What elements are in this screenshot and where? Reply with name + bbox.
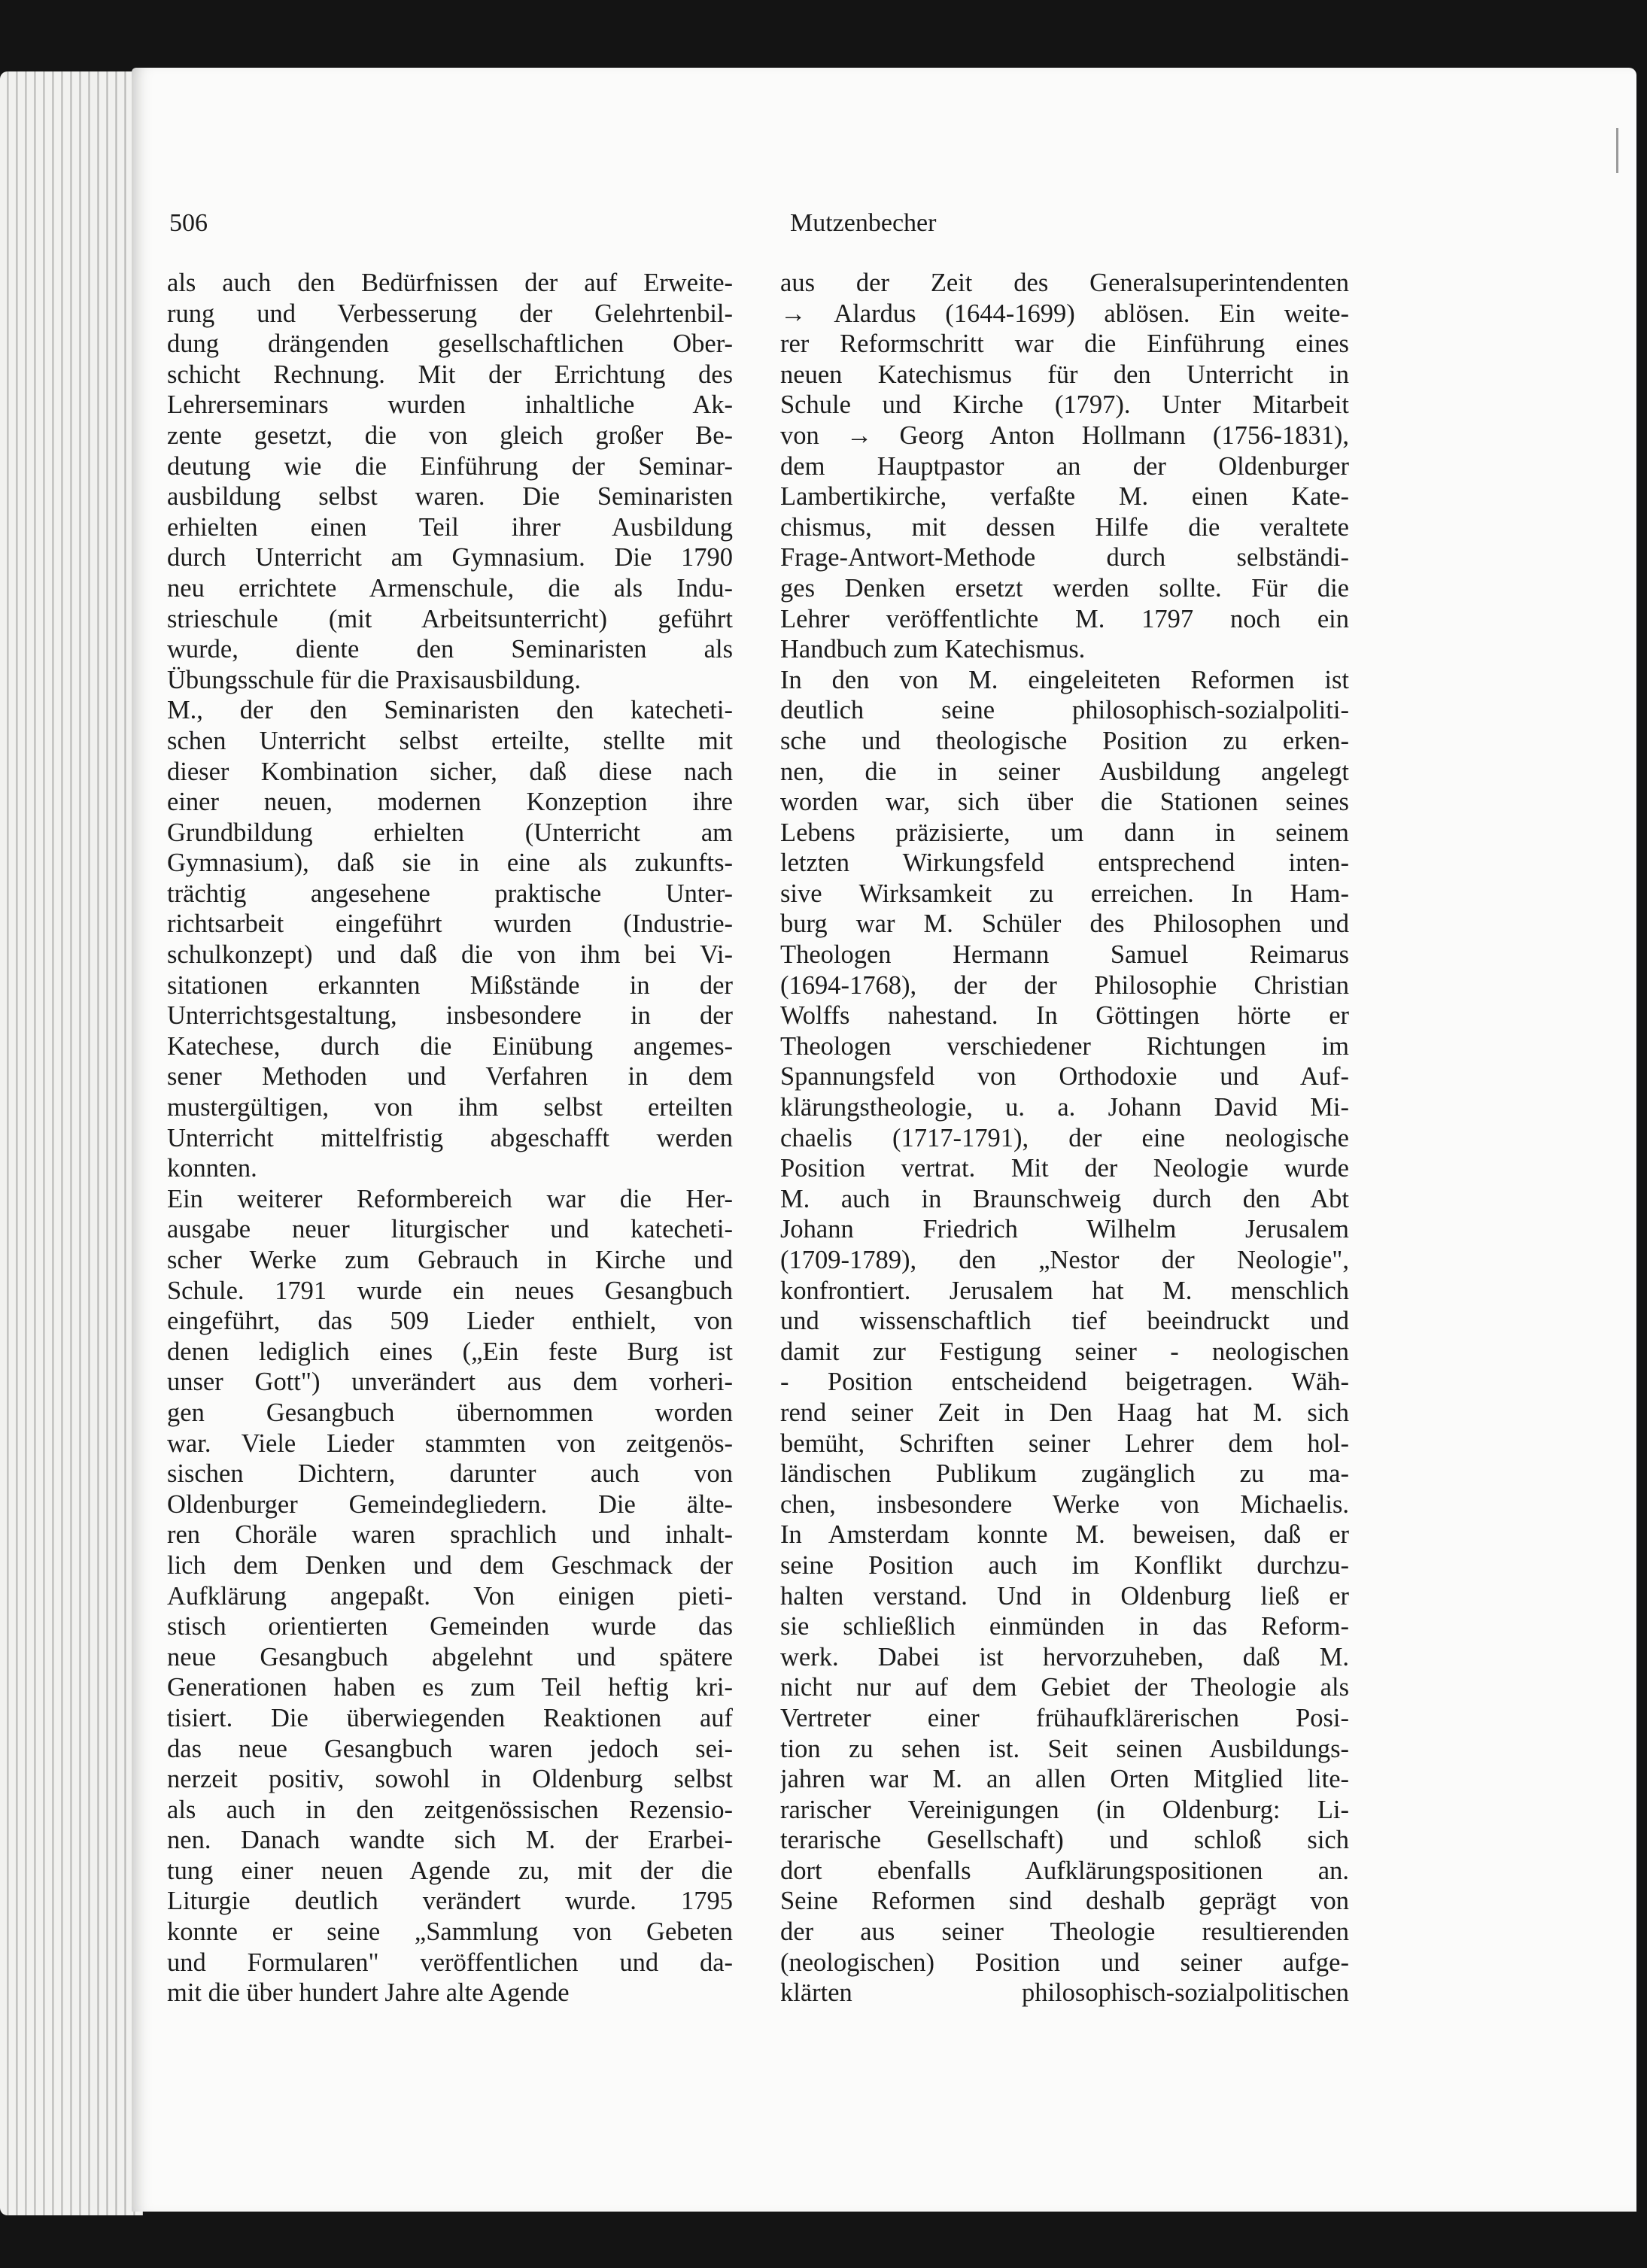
text-line: dem Hauptpastor an der Oldenburger [780,451,1349,481]
text-line: ländischen Publikum zugänglich zu ma- [780,1459,1349,1489]
text-line: neue Gesangbuch abgelehnt und spätere [167,1642,733,1671]
text-line: → Alardus (1644-1699) ablösen. Ein weite- [780,299,1349,328]
text-line: Schule und Kirche (1797). Unter Mitarbeit [780,390,1349,420]
text-line: Katechese, durch die Einübung angemes- [167,1031,733,1061]
book-page-edges [0,71,143,2215]
text-line: und wissenschaftlich tief beeindruckt und [780,1307,1349,1336]
text-line: letzten Wirkungsfeld entsprechend inten- [780,849,1349,878]
text-line: durch Unterricht am Gymnasium. Die 1790 [167,543,733,572]
text-line: Theologen Hermann Samuel Reimarus [780,940,1349,970]
text-line: nerzeit positiv, sowohl in Oldenburg selbst [167,1765,733,1794]
text-line: rer Reformschritt war die Einführung eines [780,329,1349,359]
text-line: konfrontiert. Jerusalem hat M. menschlich [780,1276,1349,1305]
text-line: terarische Gesellschaft) und schloß sich [780,1826,1349,1855]
text-line: wurde, diente den Seminaristen als [167,635,733,664]
text-line: Theologen verschiedener Richtungen im [780,1031,1349,1061]
text-line: dung drängenden gesellschaftlichen Ober- [167,329,733,359]
text-line: Lehrer veröffentlichte M. 1797 noch ein [780,604,1349,633]
text-line: das neue Gesangbuch waren jedoch sei- [167,1734,733,1763]
text-line: strieschule (mit Arbeitsunterricht) geführt [167,604,733,633]
text-line: neuen Katechismus für den Unterricht in [780,360,1349,389]
text-line: ges Denken ersetzt werden sollte. Für die [780,573,1349,603]
text-line: und Formularen" veröffentlichen und da- [167,1948,733,1977]
text-line: burg war M. Schüler des Philosophen und [780,909,1349,939]
text-line: bemüht, Schriften seiner Lehrer dem hol- [780,1429,1349,1458]
text-line: Seine Reformen sind deshalb geprägt von [780,1887,1349,1916]
text-line: gen Gesangbuch übernommen worden [167,1398,733,1427]
text-line: schulkonzept) und daß die von ihm bei Vi- [167,940,733,970]
text-line: Frage-Antwort-Methode durch selbständi- [780,543,1349,572]
text-line: tion zu sehen ist. Seit seinen Ausbildungs- [780,1734,1349,1763]
text-line: eingeführt, das 509 Lieder enthielt, von [167,1307,733,1336]
text-line: sie schließlich einmünden in das Reform- [780,1612,1349,1641]
text-line: (1694-1768), der der Philosophie Christian [780,970,1349,1000]
text-line: M., der den Seminaristen den katecheti- [167,696,733,725]
text-line: rung und Verbesserung der Gelehrtenbil- [167,299,733,328]
text-line: worden war, sich über die Stationen seines [780,788,1349,817]
text-line: sive Wirksamkeit zu erreichen. In Ham- [780,879,1349,908]
text-line: als auch den Bedürfnissen der auf Erweite- [167,269,733,297]
text-line: lich dem Denken und dem Geschmack der [167,1550,733,1580]
text-line: stisch orientierten Gemeinden wurde das [167,1612,733,1641]
text-line: Handbuch zum Katechismus. [780,635,1086,664]
text-line: Position vertrat. Mit der Neologie wurde [780,1154,1349,1183]
text-line: sischen Dichtern, darunter auch von [167,1459,733,1489]
text-line: Wolffs nahestand. In Göttingen hörte er [780,1001,1349,1031]
text-line: dort ebenfalls Aufklärungspositionen an. [780,1856,1349,1885]
text-line: Lebens präzisierte, um dann in seinem [780,818,1349,847]
text-line: ren Choräle waren sprachlich und inhalt- [167,1520,733,1550]
text-line: mit die über hundert Jahre alte Agende [167,1978,570,2008]
text-line: Übungsschule für die Praxisausbildung. [167,665,582,694]
text-line: chaelis (1717-1791), der eine neologische [780,1123,1349,1152]
text-line: In den von M. eingeleiteten Reformen ist [780,665,1349,694]
text-line: von → Georg Anton Hollmann (1756-1831), [780,421,1349,450]
text-line: rarischer Vereinigungen (in Oldenburg: Li- [780,1795,1349,1824]
text-line: ausbildung selbst waren. Die Seminaristen [167,482,733,512]
margin-mark [1616,128,1618,173]
running-title: Mutzenbecher [790,209,937,237]
text-line: jahren war M. an allen Orten Mitglied lite- [780,1765,1349,1794]
text-line: klärten philosophisch-sozialpolitischen [780,1978,1349,2008]
text-line: denen lediglich eines („Ein feste Burg ist [167,1337,733,1366]
text-line: Grundbildung erhielten (Unterricht am [167,818,733,847]
text-line: damit zur Festigung seiner - neologischen [780,1337,1349,1366]
text-line: In Amsterdam konnte M. beweisen, daß er [780,1520,1349,1550]
text-line: Aufklärung angepaßt. Von einigen pieti- [167,1581,733,1611]
text-line: sitationen erkannten Mißstände in der [167,970,733,1000]
text-line: Lambertikirche, verfaßte M. einen Kate- [780,482,1349,512]
text-line: halten verstand. Und in Oldenburg ließ er [780,1581,1349,1611]
text-line: nen. Danach wandte sich M. der Erarbei- [167,1826,733,1855]
text-line: (1709-1789), den „Nestor der Neologie", [780,1246,1349,1274]
page-header [0,209,1647,254]
text-line: Unterrichtsgestaltung, insbesondere in der [167,1001,733,1031]
text-line: Vertreter einer frühaufklärerischen Posi- [780,1703,1349,1732]
text-line: scher Werke zum Gebrauch in Kirche und [167,1246,733,1274]
text-line: der aus seiner Theologie resultierenden [780,1917,1349,1947]
text-line: konnten. [167,1154,257,1183]
page-number: 506 [169,209,208,237]
text-line: schen Unterricht selbst erteilte, stellte mit [167,726,733,755]
text-column-left [167,268,733,2008]
text-line: seine Position auch im Konflikt durchzu- [780,1550,1349,1580]
text-line: nicht nur auf dem Gebiet der Theologie als [780,1673,1349,1702]
text-line: zente gesetzt, die von gleich großer Be- [167,421,733,450]
text-line: sche und theologische Position zu erken- [780,726,1349,755]
text-line: deutlich seine philosophisch-sozialpoliti- [780,696,1349,725]
text-line: war. Viele Lieder stammten von zeitgenös- [167,1429,733,1458]
text-line: (neologischen) Position und seiner aufge- [780,1948,1349,1977]
text-line: konnte er seine „Sammlung von Gebeten [167,1917,733,1947]
text-line: klärungstheologie, u. a. Johann David Mi- [780,1093,1349,1122]
text-line: trächtig angesehene praktische Unter- [167,879,733,908]
text-line: Johann Friedrich Wilhelm Jerusalem [780,1215,1349,1244]
text-line: deutung wie die Einführung der Seminar- [167,451,733,481]
text-line: nen, die in seiner Ausbildung angelegt [780,757,1349,786]
text-line: Spannungsfeld von Orthodoxie und Auf- [780,1062,1349,1091]
text-line: neu errichtete Armenschule, die als Indu- [167,573,733,603]
text-line: Liturgie deutlich verändert wurde. 1795 [167,1887,733,1916]
text-line: Oldenburger Gemeindegliedern. Die älte- [167,1489,733,1519]
text-column-right [780,268,1349,2008]
text-line: ausgabe neuer liturgischer und katecheti- [167,1215,733,1244]
text-line: schicht Rechnung. Mit der Errichtung des [167,360,733,389]
text-line: rend seiner Zeit in Den Haag hat M. sich [780,1398,1349,1427]
text-line: richtsarbeit eingeführt wurden (Industrie- [167,909,733,939]
text-line: - Position entscheidend beigetragen. Wäh- [780,1368,1349,1397]
text-line: aus der Zeit des Generalsuperintendenten [780,269,1349,297]
text-line: Schule. 1791 wurde ein neues Gesangbuch [167,1276,733,1305]
text-line: tung einer neuen Agende zu, mit der die [167,1856,733,1885]
text-line: unser Gott") unverändert aus dem vorheri- [167,1368,733,1397]
text-line: chen, insbesondere Werke von Michaelis. [780,1489,1349,1519]
text-line: dieser Kombination sicher, daß diese nach [167,757,733,786]
text-line: Ein weiterer Reformbereich war die Her- [167,1184,733,1213]
text-line: chismus, mit dessen Hilfe die veraltete [780,512,1349,542]
text-line: mustergültigen, von ihm selbst erteilten [167,1093,733,1122]
text-line: Generationen haben es zum Teil heftig kri- [167,1673,733,1702]
text-line: tisiert. Die überwiegenden Reaktionen auf [167,1703,733,1732]
text-line: erhielten einen Teil ihrer Ausbildung [167,512,733,542]
text-line: Lehrerseminars wurden inhaltliche Ak- [167,390,733,420]
text-line: sener Methoden und Verfahren in dem [167,1062,733,1091]
text-line: Gymnasium), daß sie in eine als zukunfts- [167,849,733,878]
text-line: M. auch in Braunschweig durch den Abt [780,1184,1349,1213]
text-line: Unterricht mittelfristig abgeschafft werden [167,1123,733,1152]
text-line: als auch in den zeitgenössischen Rezensio- [167,1795,733,1824]
text-line: einer neuen, modernen Konzeption ihre [167,788,733,817]
text-line: werk. Dabei ist hervorzuheben, daß M. [780,1642,1349,1671]
